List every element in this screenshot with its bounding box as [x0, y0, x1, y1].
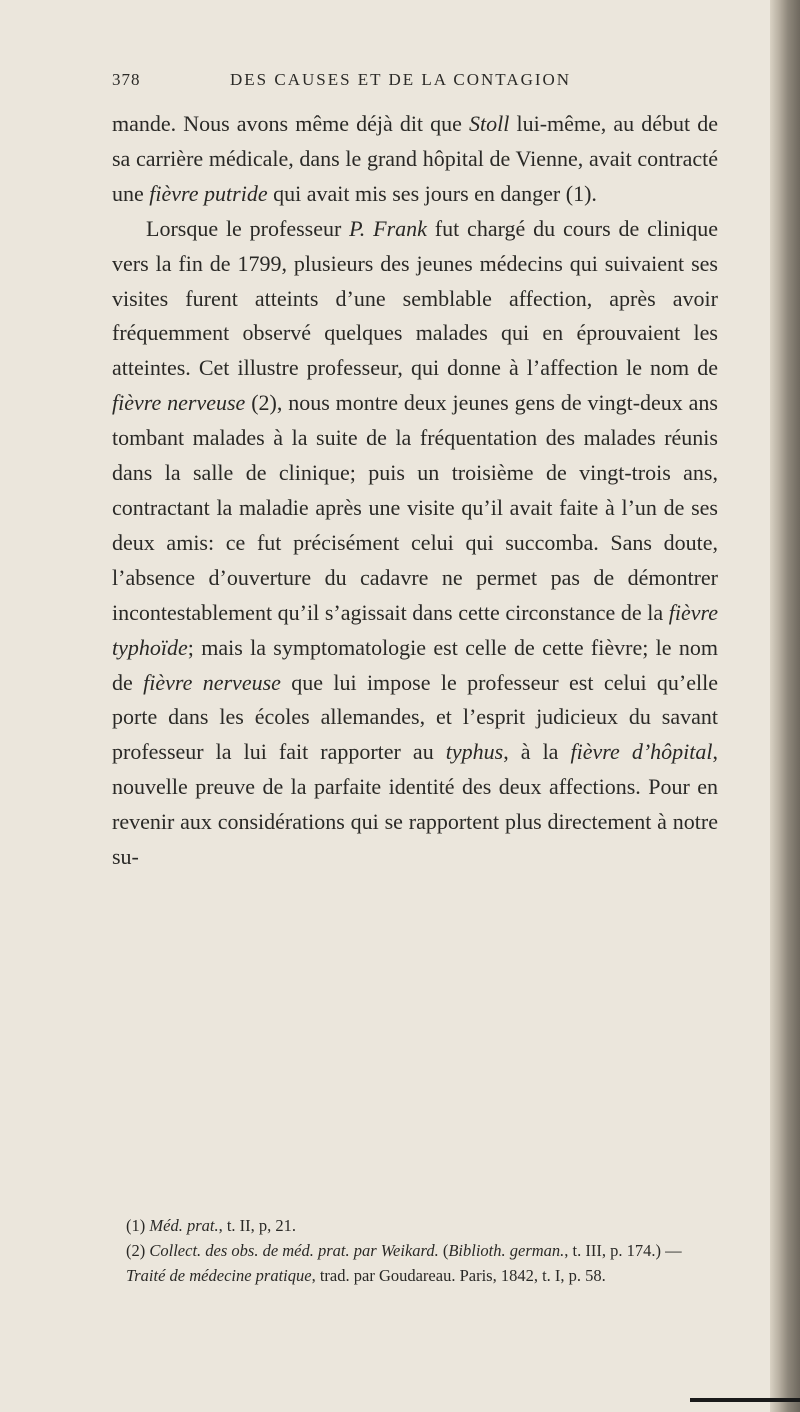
italic-ref: Biblioth. german. [448, 1241, 565, 1260]
text-run: (1) [126, 1216, 150, 1235]
text-run: lui-même, au début de sa carrière médicale, dans le grand hôpital de Vienne, avait contracté une [112, 111, 718, 206]
italic-term: typhus [445, 739, 504, 765]
text-run: , t. III, p. 174.) — [564, 1241, 682, 1260]
page-number: 378 [112, 70, 141, 89]
text-run: ; mais la symptomatologie est celle de cette fièvre; le nom de [112, 634, 718, 695]
paragraph-1 [112, 107, 718, 212]
text-run: , trad. par Goudareau. Paris, 1842, t. I, p. 58. [311, 1266, 606, 1285]
text-run: (2), nous montre deux jeunes gens de vingt-deux ans tombant malades à la suite de la fréquentation des malades réunis dans la salle de clinique; puis un troisième de vingt-trois ans, contractant la maladie après une visite qu’il avait faite à l’un de ses deux amis: ce fut précisément celui qui succomba. Sans doute, l’absence d’ouverture du cadavre ne permet pas de démontrer incontestablement qu’il s’agissait dans cette circonstance de la [112, 390, 718, 625]
italic-term: fièvre d’hôpital [570, 739, 713, 765]
italic-term: fièvre nerveuse [143, 669, 281, 695]
text-run: mande. Nous avons même déjà dit que [112, 111, 470, 136]
text-run: qui avait mis ses jours en danger (1). [267, 180, 597, 206]
text-run: Lorsque le professeur [146, 215, 350, 241]
italic-term: fièvre putride [149, 180, 268, 206]
footnotes [112, 1213, 718, 1288]
italic-ref: Traité de médecine pratique [126, 1266, 312, 1285]
running-title: DES CAUSES ET DE LA CONTAGION [230, 70, 572, 89]
text-run: que lui impose le professeur est celui qu’elle porte dans les écoles allemandes, et l’esprit judicieux du savant professeur la lui fait rapporter au [112, 669, 719, 765]
italic-term: fièvre nerveuse [112, 390, 246, 416]
text-run: , nouvelle preuve de la parfaite identité des deux affections. Pour en revenir aux considérations qui se rapportent plus directement à notre su- [112, 739, 718, 870]
italic-name: P. Frank [349, 215, 427, 241]
page-edge-rule [690, 1398, 800, 1402]
body-text [112, 107, 718, 875]
page-binding-edge [770, 0, 800, 1412]
italic-name: Stoll [469, 111, 510, 136]
text-run: , t. II, p, 21. [218, 1216, 297, 1235]
footnote-2 [112, 1238, 718, 1288]
text-run: fut chargé du cours de clinique vers la fin de 1799, plusieurs des jeunes médecins qui suivaient ses visites furent atteints d’une semblable affection, après avoir fréquemment observé quelques malades qui en éprouvaient les atteintes. Cet illustre professeur, qui donne à l’affection le nom de [112, 215, 718, 381]
paragraph-2 [112, 212, 718, 875]
text-run: , à la [503, 739, 571, 765]
text-run: ( [438, 1241, 449, 1260]
text-run: (2) [126, 1241, 150, 1260]
footnote-1 [112, 1213, 718, 1238]
italic-term: fièvre typhoïde [112, 599, 718, 660]
italic-ref: Méd. prat. [149, 1216, 219, 1235]
italic-ref: Collect. des obs. de méd. prat. par Weikard. [149, 1241, 439, 1260]
